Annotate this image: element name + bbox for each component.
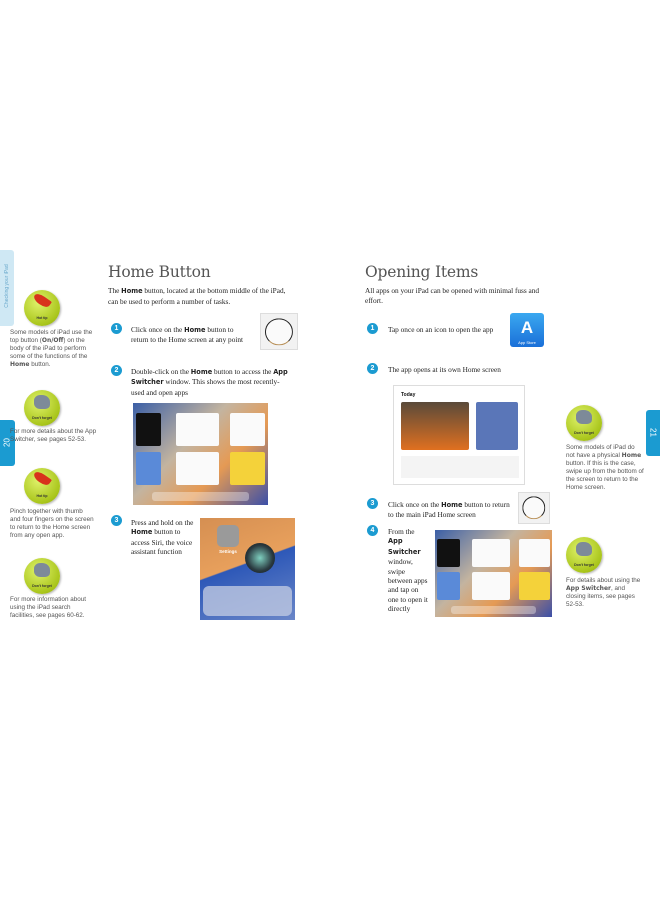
step-number: 1 <box>367 323 378 334</box>
step-number: 4 <box>367 525 378 536</box>
dont-forget-badge: Don't forget <box>24 390 60 426</box>
page-number-tab <box>646 410 660 456</box>
elephant-icon <box>34 563 50 577</box>
siri-orb-icon <box>245 543 275 573</box>
pepper-icon <box>32 470 52 488</box>
hot-tip-badge: Hot tip <box>24 290 60 326</box>
section-tab-label: Checking your iPad <box>4 264 10 308</box>
elephant-icon <box>576 410 592 424</box>
home-button-image <box>518 492 550 524</box>
tip-text: Some models of iPad use the top button (On/Off) on the body of the iPad to perform some of the functions of the Home button. <box>10 329 93 368</box>
home-button-icon <box>265 318 293 345</box>
tip-text: Pinch together with thumb and four fingers on the screen to return to the Home screen from any open app. <box>10 508 94 539</box>
siri-screenshot <box>200 518 295 620</box>
step-text: From the App Switcher window, swipe between apps and tap on one to open it directly <box>388 527 428 614</box>
elephant-icon <box>34 395 50 409</box>
step-number: 2 <box>111 365 122 376</box>
pepper-icon <box>32 292 52 310</box>
intro-text: All apps on your iPad can be opened with minimal fuss and effort. <box>365 286 540 305</box>
dont-forget-badge: Don't forget <box>566 405 602 441</box>
step-number: 3 <box>111 515 122 526</box>
step-number: 3 <box>367 498 378 509</box>
tip-text: For details about using the App Switcher, and closing items, see pages 52-53. <box>566 577 641 608</box>
tip-text: For more information about using the iPad search facilities, see pages 60-62. <box>10 596 86 619</box>
home-button-icon <box>522 496 545 519</box>
step-text: Tap once on an icon to open the app <box>388 325 494 334</box>
home-button-image <box>260 313 298 350</box>
intro-text: The Home button, located at the bottom middle of the iPad, can be used to perform a number of tasks. <box>108 286 286 306</box>
app-store-icon[interactable]: A App Store <box>510 313 544 347</box>
step-text: Click once on the Home button to return to the Home screen at any point <box>131 325 244 345</box>
step-text: Click once on the Home button to return to the main iPad Home screen <box>388 500 510 520</box>
step-text: Double-click on the Home button to access the App Switcher window. This shows the most recently-used and open apps <box>131 367 288 397</box>
page-title: Home Button <box>108 263 211 281</box>
step-text: The app opens at its own Home screen <box>388 365 501 374</box>
hot-tip-badge: Hot tip <box>24 468 60 504</box>
page-number: 21 <box>648 428 658 437</box>
dont-forget-badge: Don't forget <box>24 558 60 594</box>
page-number: 20 <box>2 438 12 447</box>
settings-label: Settings <box>219 549 237 554</box>
step-number: 1 <box>111 323 122 334</box>
elephant-icon <box>576 542 592 556</box>
tip-text: Some models of iPad do not have a physical Home button. If this is the case, swipe up from the bottom of the screen to return to the Home screen. <box>566 444 644 491</box>
section-tab <box>0 250 14 326</box>
step-text: Press and hold on the Home button to access Siri, the voice assistant function <box>131 518 194 557</box>
tip-text: For more details about the App Switcher, see pages 52-53. <box>10 428 97 443</box>
step-number: 2 <box>367 363 378 374</box>
app-store-today-screenshot: Today <box>393 385 525 485</box>
dont-forget-badge: Don't forget <box>566 537 602 573</box>
app-switcher-screenshot <box>435 530 552 617</box>
page-title: Opening Items <box>365 263 479 281</box>
app-switcher-screenshot <box>133 403 268 505</box>
settings-app-icon <box>217 525 239 547</box>
